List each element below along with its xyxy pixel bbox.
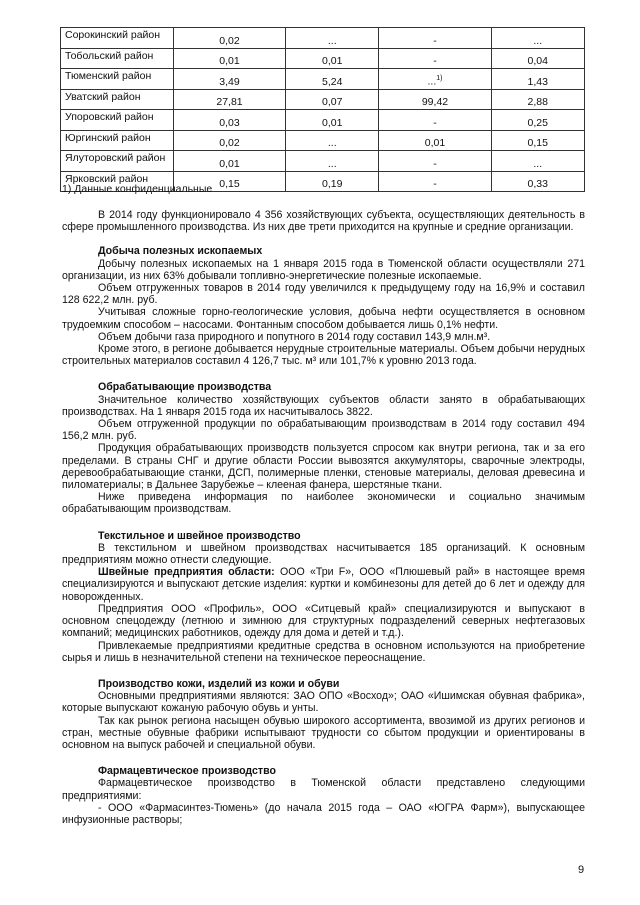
value-cell-text: - bbox=[433, 157, 437, 170]
district-name-cell-text: Ярковский район bbox=[65, 172, 149, 185]
value-cell bbox=[491, 171, 585, 192]
paragraph: Предприятия ООО «Профиль», ООО «Ситцевый край» специализируются и выпускают в основном спецодежду (летнюю и зимнюю для структурных подразделений северных нефтегазовых компаний; медицинских работников, одежду для дома и детей и т.д.). bbox=[62, 602, 585, 640]
table-row bbox=[61, 130, 585, 151]
value-cell-text: 0,07 bbox=[322, 96, 343, 108]
value-cell bbox=[379, 69, 491, 90]
value-cell-text: 99,42 bbox=[421, 96, 449, 108]
paragraph-text: ООО «Три F», ООО «Плюшевый рай» в настоящее время специализируются и выпускают детские изделия: куртки и комбинезоны для детей до 6 лет и одежду для новорожденных. bbox=[62, 566, 585, 603]
table-row bbox=[61, 110, 585, 131]
district-name-cell bbox=[61, 130, 174, 151]
paragraph: Учитывая сложные горно-геологические условия, добыча нефти осуществляется в основном трудоемким способом – насосами. Фонтанным способом добывается лишь 0,1% нефти. bbox=[62, 306, 585, 331]
value-cell bbox=[379, 130, 491, 151]
paragraph: - ООО «Фармасинтез-Тюмень» (до начала 2015 года – ОАО «ЮГРА Фарм»), выпускающее инфузионные растворы; bbox=[62, 801, 585, 826]
value-cell-text: ... bbox=[327, 34, 337, 47]
document-body bbox=[62, 209, 585, 826]
paragraph: Кроме этого, в регионе добывается нерудные строительные материалы. Объем добычи нерудных строительных материалов составил 4 126,7 тыс. м³ или 101,7% к уровню 2013 года. bbox=[62, 343, 585, 368]
value-cell bbox=[286, 110, 379, 131]
page-number: 9 bbox=[578, 864, 585, 876]
table-row bbox=[61, 69, 585, 90]
district-name-cell bbox=[61, 151, 174, 172]
footnote-marker: 1) bbox=[436, 75, 443, 82]
section-heading-manufacturing: Обрабатывающие производства bbox=[98, 381, 272, 394]
district-name-cell-text: Уватский район bbox=[65, 90, 141, 103]
district-name-cell bbox=[61, 48, 174, 69]
value-cell bbox=[286, 151, 379, 172]
section-heading-pharma: Фармацевтическое производство bbox=[98, 765, 276, 778]
value-cell-text: - bbox=[433, 178, 437, 190]
value-cell-text: 0,03 bbox=[219, 116, 240, 129]
value-cell-text: 0,02 bbox=[219, 34, 240, 47]
value-cell bbox=[379, 171, 491, 192]
value-cell-text: - bbox=[433, 116, 437, 129]
paragraph bbox=[62, 566, 585, 603]
value-cell bbox=[174, 130, 286, 151]
district-name-cell-text: Сорокинский район bbox=[65, 29, 161, 41]
paragraph: Ниже приведена информация по наиболее экономически и социально значимым обрабатывающим производствам. bbox=[62, 491, 585, 516]
value-cell-text: ... bbox=[533, 157, 543, 170]
value-cell-text: 0,01 bbox=[219, 55, 240, 67]
paragraph: Привлекаемые предприятиями кредитные средства в основном используются на приобретение сырья и лишь в незначительной степени на техническое переоснащение. bbox=[62, 639, 585, 664]
table-footnote: 1) Данные конфиденциальные bbox=[62, 183, 213, 195]
value-cell-text: 0,25 bbox=[527, 116, 548, 129]
paragraph: Объем добычи газа природного и попутного в 2014 году составил 143,9 млн.м³. bbox=[98, 330, 491, 343]
value-cell-text: 0,19 bbox=[322, 178, 343, 190]
value-cell-text: 5,24 bbox=[322, 75, 343, 88]
value-cell bbox=[286, 130, 379, 151]
value-cell-text: 2,88 bbox=[527, 96, 548, 108]
value-cell-text: - bbox=[433, 55, 437, 67]
district-name-cell bbox=[61, 69, 174, 90]
table-row bbox=[61, 151, 585, 172]
district-name-cell bbox=[61, 28, 174, 49]
value-cell bbox=[379, 110, 491, 131]
table-row bbox=[61, 48, 585, 69]
paragraph: Объем отгруженных товаров в 2014 году увеличился к предыдущему году на 16,9% и составил 128 622,2 млн. руб. bbox=[62, 282, 585, 307]
paragraph: Добычу полезных ископаемых на 1 января 2015 года в Тюменской области осуществляли 271 организации, из них 63% добывали топливно-энергетические полезные ископаемые. bbox=[62, 257, 585, 282]
value-cell-text: ... bbox=[533, 34, 543, 47]
district-name-cell-text: Тюменский район bbox=[65, 70, 152, 82]
value-cell bbox=[379, 151, 491, 172]
value-cell-text: 0,04 bbox=[527, 55, 548, 67]
paragraph: Так как рынок региона насыщен обувью широкого ассортимента, ввозимой из других регионов и стран, местные обувные фабрики испытывают трудности со сбытом продукции и ориентированы в основном на выпуск рабочей и специальной обуви. bbox=[62, 714, 585, 751]
value-cell bbox=[379, 28, 491, 49]
district-table bbox=[60, 27, 585, 192]
value-cell bbox=[174, 151, 286, 172]
intro-paragraph: В 2014 году функционировало 4 356 хозяйствующих субъекта, осуществляющих деятельность в сфере промышленного производства. Из них две трети приходится на крупные и средние организации. bbox=[62, 209, 585, 234]
value-cell-text: 0,15 bbox=[219, 178, 240, 190]
value-cell bbox=[491, 151, 585, 172]
section-heading-textile: Текстильное и швейное производство bbox=[98, 529, 301, 542]
value-cell bbox=[174, 69, 286, 90]
paragraph: В текстильном и швейном производствах насчитывается 185 организаций. К основным предприятиям можно отнести следующие. bbox=[62, 541, 585, 567]
value-cell-text: ... bbox=[327, 157, 337, 170]
value-cell bbox=[286, 28, 379, 49]
value-cell-text: 0,15 bbox=[527, 137, 548, 149]
value-cell bbox=[491, 89, 585, 110]
value-cell-text: 1,43 bbox=[527, 75, 548, 88]
value-cell bbox=[174, 110, 286, 131]
value-cell bbox=[174, 28, 286, 49]
value-cell-text: - bbox=[433, 34, 437, 47]
value-cell bbox=[379, 89, 491, 110]
district-name-cell-text: Упоровский район bbox=[65, 111, 154, 123]
bold-lead: Швейные предприятия области: bbox=[98, 566, 275, 579]
section-heading-leather: Производство кожи, изделий из кожи и обуви bbox=[98, 677, 340, 690]
value-cell bbox=[286, 48, 379, 69]
value-cell-text: 3,49 bbox=[219, 75, 240, 88]
district-name-cell-text: Тобольский район bbox=[65, 49, 154, 62]
district-name-cell-text: Юргинский район bbox=[65, 131, 151, 144]
paragraph: Основными предприятиями являются: ЗАО ОПО «Восход»; ОАО «Ишимская обувная фабрика», которые выпускают кожаную рабочую обувь и унты. bbox=[62, 690, 585, 715]
district-name-cell bbox=[61, 89, 174, 110]
value-cell-text: 0,01 bbox=[219, 157, 240, 170]
value-cell bbox=[286, 69, 379, 90]
paragraph: Значительное количество хозяйствующих субъектов области занято в обрабатывающих производствах. На 1 января 2015 года их насчитывалось 3822. bbox=[62, 393, 585, 418]
section-heading-mining: Добыча полезных ископаемых bbox=[98, 245, 263, 258]
value-cell-text: 0,01 bbox=[424, 137, 446, 149]
value-cell-text: 0,01 bbox=[322, 116, 343, 129]
district-name-cell-text: Ялуторовский район bbox=[65, 152, 166, 164]
paragraph: Фармацевтическое производство в Тюменской области представлено следующими предприятиями: bbox=[62, 777, 585, 802]
paragraph: Объем отгруженной продукции по обрабатывающим производствам в 2014 году составил 494 156,2 млн. руб. bbox=[62, 418, 585, 443]
value-cell bbox=[174, 48, 286, 69]
value-cell bbox=[379, 48, 491, 69]
value-cell bbox=[491, 130, 585, 151]
district-name-cell bbox=[61, 110, 174, 131]
value-cell bbox=[491, 69, 585, 90]
value-cell bbox=[286, 171, 379, 192]
value-cell bbox=[491, 110, 585, 131]
value-cell-text: 0,02 bbox=[219, 137, 240, 149]
value-cell-text: 27,81 bbox=[216, 96, 243, 108]
table-row bbox=[61, 28, 585, 49]
table-row bbox=[61, 89, 585, 110]
value-cell-text: ... bbox=[427, 75, 437, 88]
value-cell-text: 0,01 bbox=[322, 55, 343, 67]
value-cell bbox=[491, 28, 585, 49]
value-cell bbox=[174, 89, 286, 110]
value-cell bbox=[491, 48, 585, 69]
value-cell-text: ... bbox=[327, 137, 337, 149]
paragraph: Продукция обрабатывающих производств пользуется спросом как внутри региона, так и за его пределами. В страны СНГ и другие области России вывозятся аккумуляторы, сварочные электроды, деревообрабатывающие станки, ДСП, полимерные пленки, стеновые материалы, деловая древесина и пиломатериалы; в Дальнее Зарубежье – клееная фанера, шерстяные ткани. bbox=[62, 442, 585, 492]
value-cell-text: 0,33 bbox=[527, 178, 548, 190]
value-cell bbox=[286, 89, 379, 110]
